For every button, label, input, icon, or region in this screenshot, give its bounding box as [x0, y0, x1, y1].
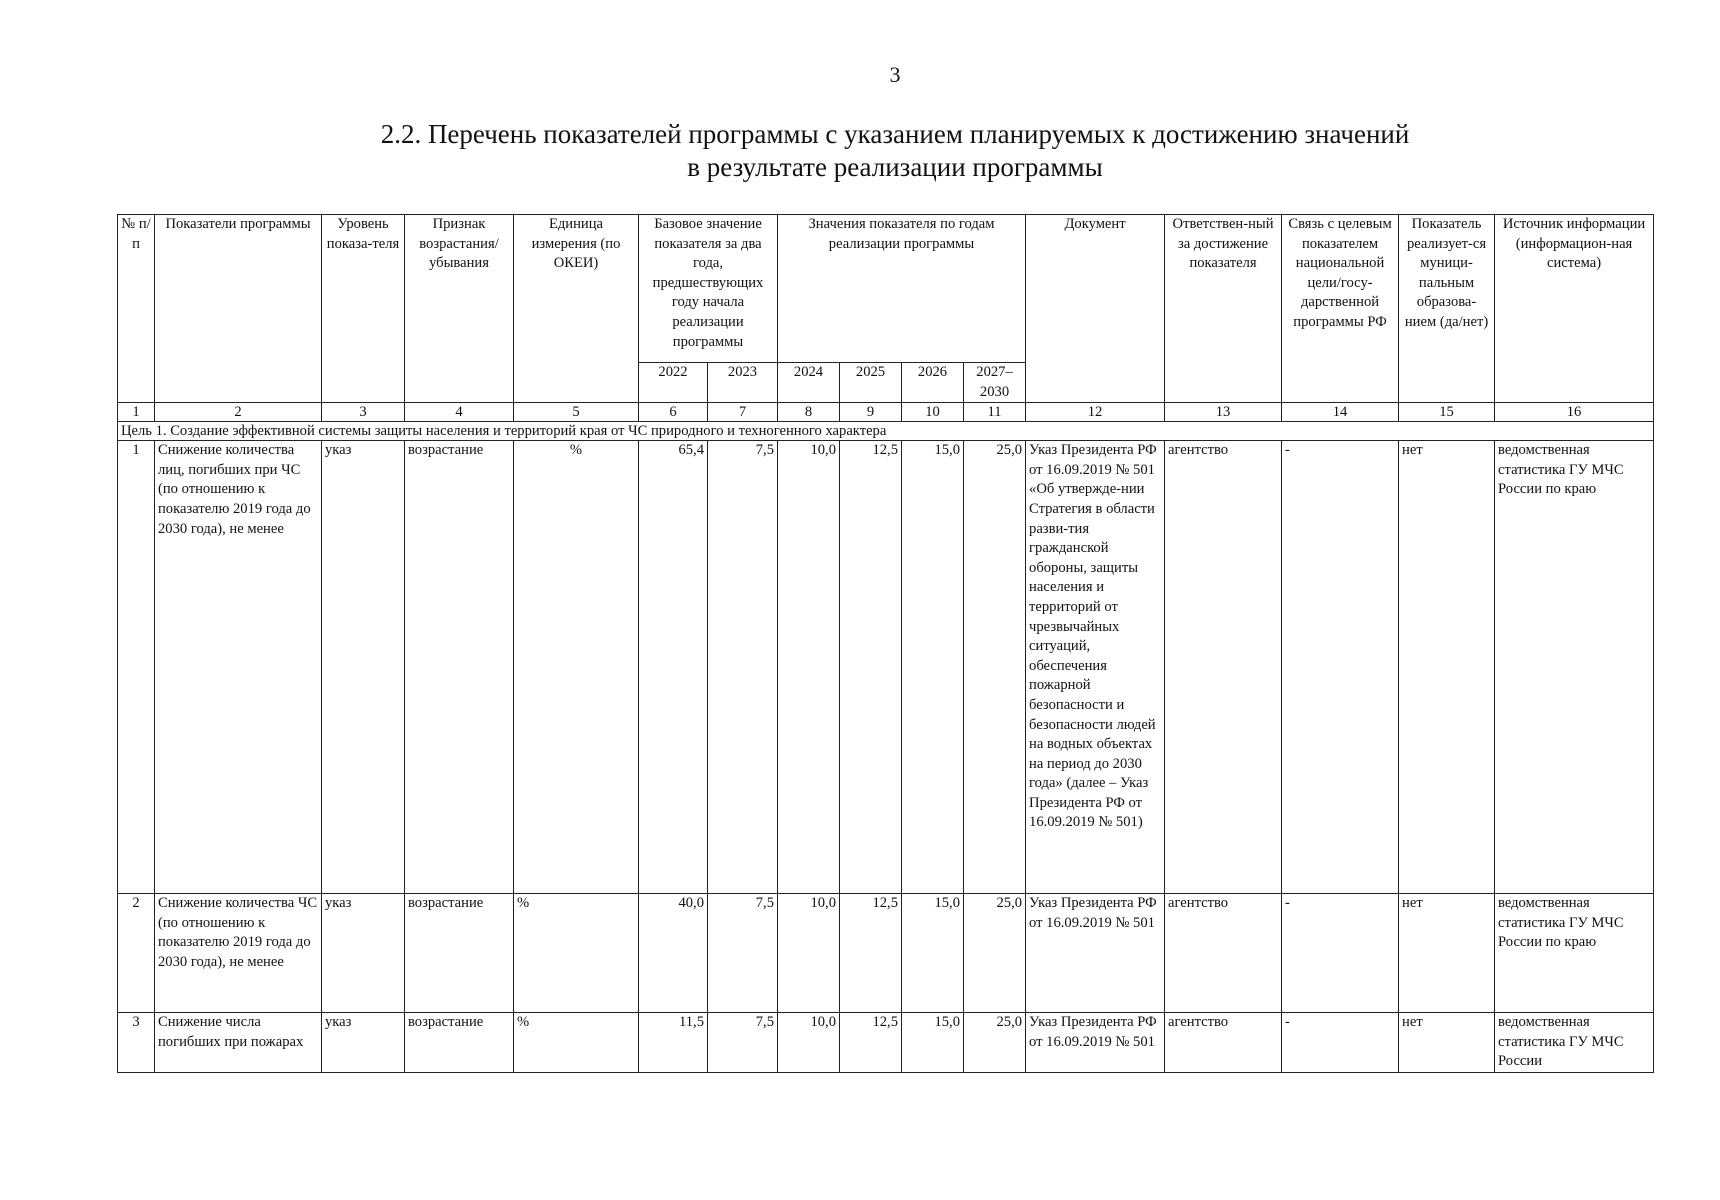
row-value-2024: 10,0: [778, 1013, 840, 1073]
row-level: указ: [322, 894, 405, 1013]
column-number: 7: [708, 403, 778, 422]
row-value-2022: 11,5: [639, 1013, 708, 1073]
column-number: 6: [639, 403, 708, 422]
column-number: 8: [778, 403, 840, 422]
column-number: 1: [118, 403, 155, 422]
column-number-row: [118, 403, 1654, 422]
header-direction: Признак возрастания/ убывания: [405, 215, 514, 403]
row-direction: возрастание: [405, 441, 514, 894]
goal-row: [118, 422, 1654, 441]
row-direction: возрастание: [405, 1013, 514, 1073]
row-indicator: Снижение числа погибших при пожарах: [155, 1013, 322, 1073]
row-value-2025: 12,5: [840, 441, 902, 894]
column-number: 11: [964, 403, 1026, 422]
row-document: Указ Президента РФ от 16.09.2019 № 501: [1026, 894, 1165, 1013]
header-level: Уровень показа-теля: [322, 215, 405, 403]
header-num: № п/п: [118, 215, 155, 403]
header-municipal: Показатель реализует-ся муници-пальным образова-нием (да/нет): [1399, 215, 1495, 403]
row-document: Указ Президента РФ от 16.09.2019 № 501 «Об утвержде-нии Стратегия в области разви-тия гражданской обороны, защиты населения и территорий от чрезвычайных ситуаций, обеспечения пожарной безопасности и безопасности людей на водных объектах на период до 2030 года» (далее – Указ Президента РФ от 16.09.2019 № 501): [1026, 441, 1165, 894]
header-document: Документ: [1026, 215, 1165, 403]
row-link: -: [1282, 1013, 1399, 1073]
year-2025: 2025: [840, 363, 902, 403]
row-municipal: нет: [1399, 441, 1495, 894]
row-unit: %: [514, 894, 639, 1013]
row-link: -: [1282, 894, 1399, 1013]
row-source: ведомственная статистика ГУ МЧС России: [1495, 1013, 1654, 1073]
row-document: Указ Президента РФ от 16.09.2019 № 501: [1026, 1013, 1165, 1073]
header-row: [118, 215, 1654, 363]
row-value-2024: 10,0: [778, 441, 840, 894]
row-value-2023: 7,5: [708, 1013, 778, 1073]
header-responsible: Ответствен-ный за достижение показателя: [1165, 215, 1282, 403]
row-level: указ: [322, 1013, 405, 1073]
year-2024: 2024: [778, 363, 840, 403]
header-unit: Единица измерения (по ОКЕИ): [514, 215, 639, 403]
column-number: 14: [1282, 403, 1399, 422]
row-value-2027-2030: 25,0: [964, 1013, 1026, 1073]
row-value-2026: 15,0: [902, 894, 964, 1013]
title-line-1: 2.2. Перечень показателей программы с указанием планируемых к достижению значений: [380, 119, 1410, 149]
year-2027-2030: 2027–2030: [964, 363, 1026, 403]
page-number: 3: [889, 62, 901, 87]
table-row: [118, 1013, 1654, 1073]
document-title: [0, 118, 1720, 184]
row-responsible: агентство: [1165, 441, 1282, 894]
row-value-2022: 65,4: [639, 441, 708, 894]
row-value-2022: 40,0: [639, 894, 708, 1013]
row-num: 2: [118, 894, 155, 1013]
row-level: указ: [322, 441, 405, 894]
column-number: 16: [1495, 403, 1654, 422]
row-responsible: агентство: [1165, 1013, 1282, 1073]
row-value-2026: 15,0: [902, 441, 964, 894]
row-num: 3: [118, 1013, 155, 1073]
row-value-2023: 7,5: [708, 441, 778, 894]
table-row: [118, 894, 1654, 1013]
row-value-2025: 12,5: [840, 894, 902, 1013]
year-2026: 2026: [902, 363, 964, 403]
header-base-value: Базовое значение показателя за два года, предшествующих году начала реализации программы: [639, 215, 778, 363]
row-source: ведомственная статистика ГУ МЧС России по краю: [1495, 894, 1654, 1013]
row-source: ведомственная статистика ГУ МЧС России по краю: [1495, 441, 1654, 894]
row-municipal: нет: [1399, 894, 1495, 1013]
header-values-by-year: Значения показателя по годам реализации программы: [778, 215, 1026, 363]
row-indicator: Снижение количества лиц, погибших при ЧС (по отношению к показателю 2019 года до 2030 года), не менее: [155, 441, 322, 894]
row-responsible: агентство: [1165, 894, 1282, 1013]
year-2023: 2023: [708, 363, 778, 403]
row-value-2027-2030: 25,0: [964, 894, 1026, 1013]
row-direction: возрастание: [405, 894, 514, 1013]
row-unit: %: [514, 1013, 639, 1073]
header-indicator: Показатели программы: [155, 215, 322, 403]
row-value-2024: 10,0: [778, 894, 840, 1013]
column-number: 13: [1165, 403, 1282, 422]
row-unit: %: [514, 441, 639, 894]
year-2022: 2022: [639, 363, 708, 403]
column-number: 4: [405, 403, 514, 422]
row-value-2023: 7,5: [708, 894, 778, 1013]
header-link: Связь с целевым показателем национальной цели/госу-дарственной программы РФ: [1282, 215, 1399, 403]
column-number: 12: [1026, 403, 1165, 422]
column-number: 15: [1399, 403, 1495, 422]
column-number: 5: [514, 403, 639, 422]
row-num: 1: [118, 441, 155, 894]
row-value-2026: 15,0: [902, 1013, 964, 1073]
column-number: 3: [322, 403, 405, 422]
column-number: 2: [155, 403, 322, 422]
row-link: -: [1282, 441, 1399, 894]
indicators-table: [117, 214, 1654, 1073]
row-value-2027-2030: 25,0: [964, 441, 1026, 894]
column-number: 9: [840, 403, 902, 422]
row-municipal: нет: [1399, 1013, 1495, 1073]
row-indicator: Снижение количества ЧС (по отношению к показателю 2019 года до 2030 года), не менее: [155, 894, 322, 1013]
column-number: 10: [902, 403, 964, 422]
title-line-2: в результате реализации программы: [687, 152, 1103, 182]
goal-text: Цель 1. Создание эффективной системы защиты населения и территорий края от ЧС природного и техногенного характера: [118, 422, 1654, 441]
header-source: Источник информации (информацион-ная система): [1495, 215, 1654, 403]
row-value-2025: 12,5: [840, 1013, 902, 1073]
table-row: [118, 441, 1654, 894]
